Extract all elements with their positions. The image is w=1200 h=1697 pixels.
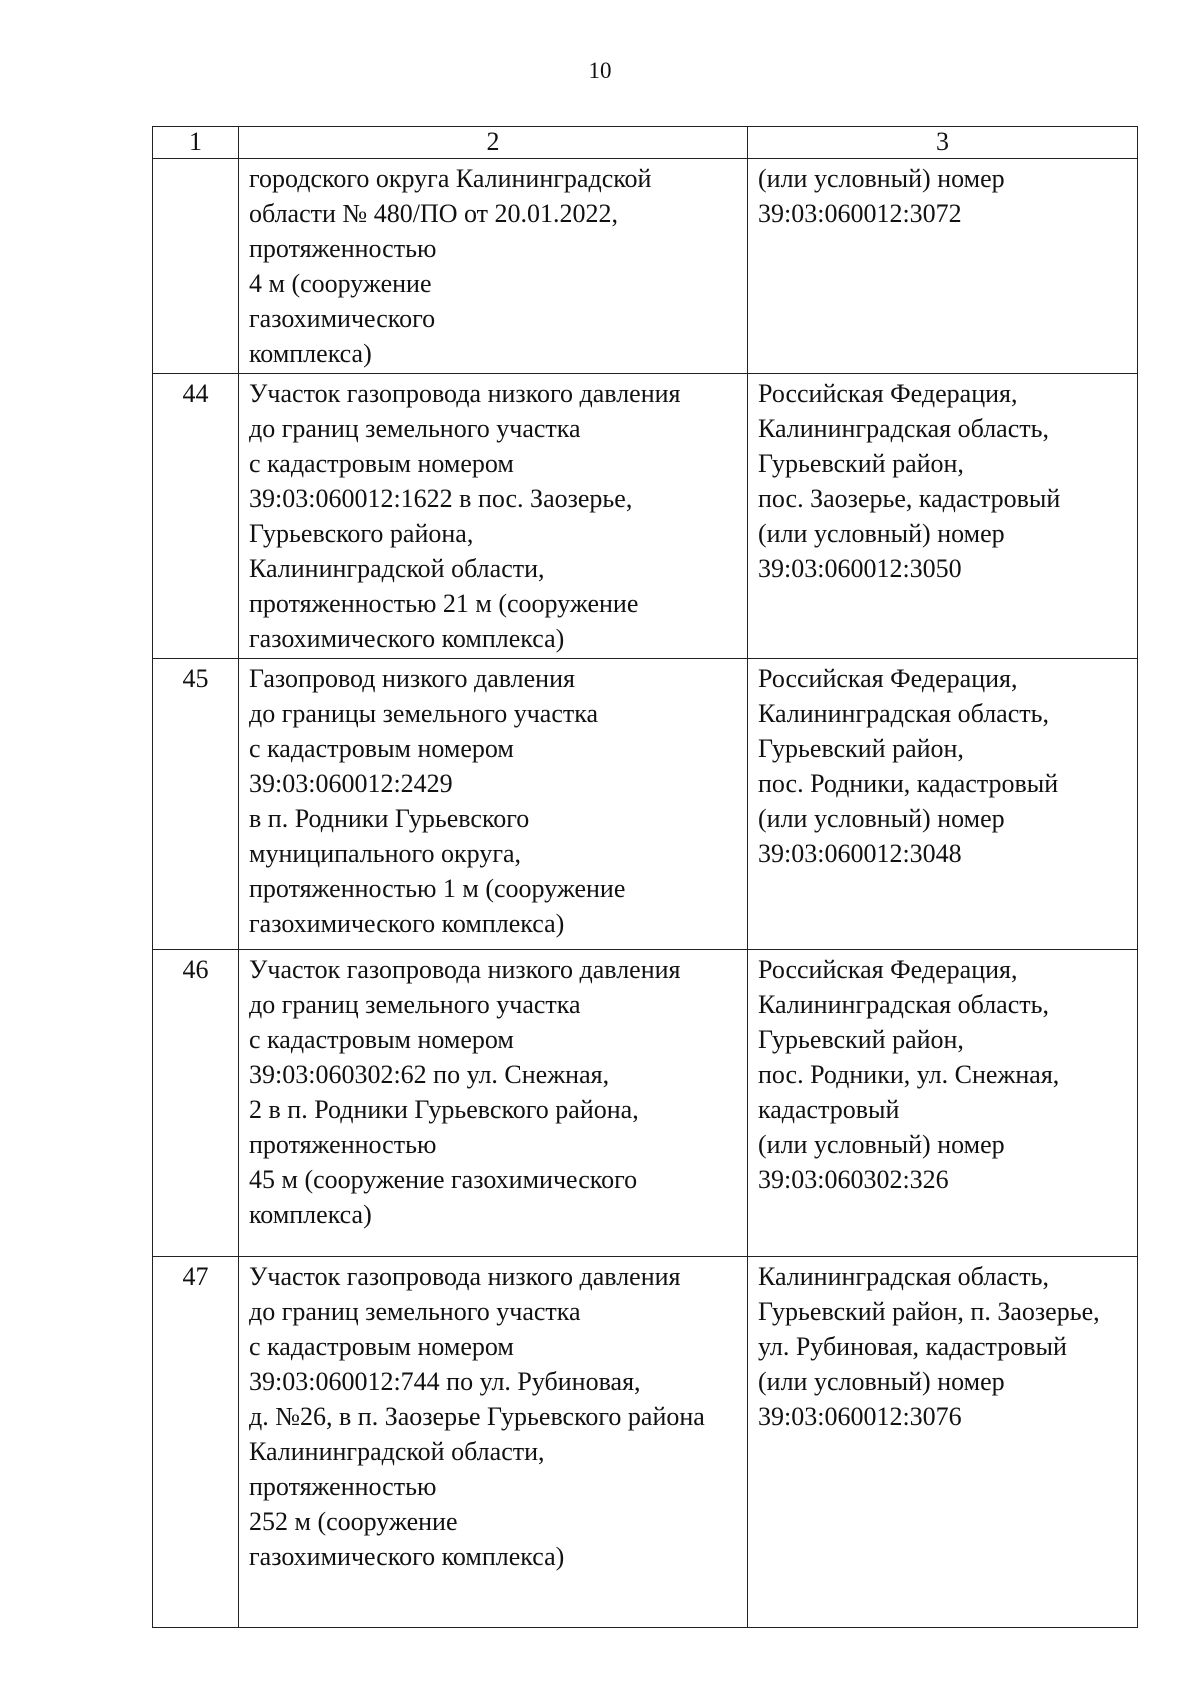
row-description: Газопровод низкого давления до границы земельного участка с кадастровым номером 39:03:060012:2429 в п. Родники Гурьевского муниципального округа, протяженностью 1 м (сооружение газохимического комплекса): [239, 659, 748, 950]
row-number: 45: [153, 659, 239, 950]
table-header-row: [153, 127, 1138, 159]
table-row: [153, 1257, 1138, 1628]
row-location: Российская Федерация, Калининградская область, Гурьевский район, пос. Заозерье, кадастровый (или условный) номер 39:03:060012:3050: [748, 374, 1138, 659]
row-number: 44: [153, 374, 239, 659]
page-number: 10: [588, 58, 612, 83]
row-number: 47: [153, 1257, 239, 1628]
row-description: Участок газопровода низкого давления до границ земельного участка с кадастровым номером 39:03:060012:744 по ул. Рубиновая, д. №26, в п. Заозерье Гурьевского района Калининградской области, протяженностью 252 м (сооружение газохимического комплекса): [239, 1257, 748, 1628]
row-location: (или условный) номер 39:03:060012:3072: [748, 159, 1138, 374]
column-header-location: 3: [748, 127, 1138, 159]
row-number: 46: [153, 950, 239, 1257]
table-row: [153, 950, 1138, 1257]
row-number: [153, 159, 239, 374]
table-row: [153, 374, 1138, 659]
registry-table: [152, 126, 1138, 1628]
table-row: [153, 659, 1138, 950]
column-header-number: 1: [153, 127, 239, 159]
row-location: Российская Федерация, Калининградская область, Гурьевский район, пос. Родники, кадастровый (или условный) номер 39:03:060012:3048: [748, 659, 1138, 950]
row-location: Калининградская область, Гурьевский район, п. Заозерье, ул. Рубиновая, кадастровый (или условный) номер 39:03:060012:3076: [748, 1257, 1138, 1628]
row-location: Российская Федерация, Калининградская область, Гурьевский район, пос. Родники, ул. Снежная, кадастровый (или условный) номер 39:03:060302:326: [748, 950, 1138, 1257]
row-description: Участок газопровода низкого давления до границ земельного участка с кадастровым номером 39:03:060012:1622 в пос. Заозерье, Гурьевского района, Калининградской области, протяженностью 21 м (сооружение газохимического комплекса): [239, 374, 748, 659]
row-description: городского округа Калининградской области № 480/ПО от 20.01.2022, протяженностью 4 м (сооружение газохимического комплекса): [239, 159, 748, 374]
column-header-description: 2: [239, 127, 748, 159]
table-row: [153, 159, 1138, 374]
row-description: Участок газопровода низкого давления до границ земельного участка с кадастровым номером 39:03:060302:62 по ул. Снежная, 2 в п. Родники Гурьевского района, протяженностью 45 м (сооружение газохимического комплекса): [239, 950, 748, 1257]
